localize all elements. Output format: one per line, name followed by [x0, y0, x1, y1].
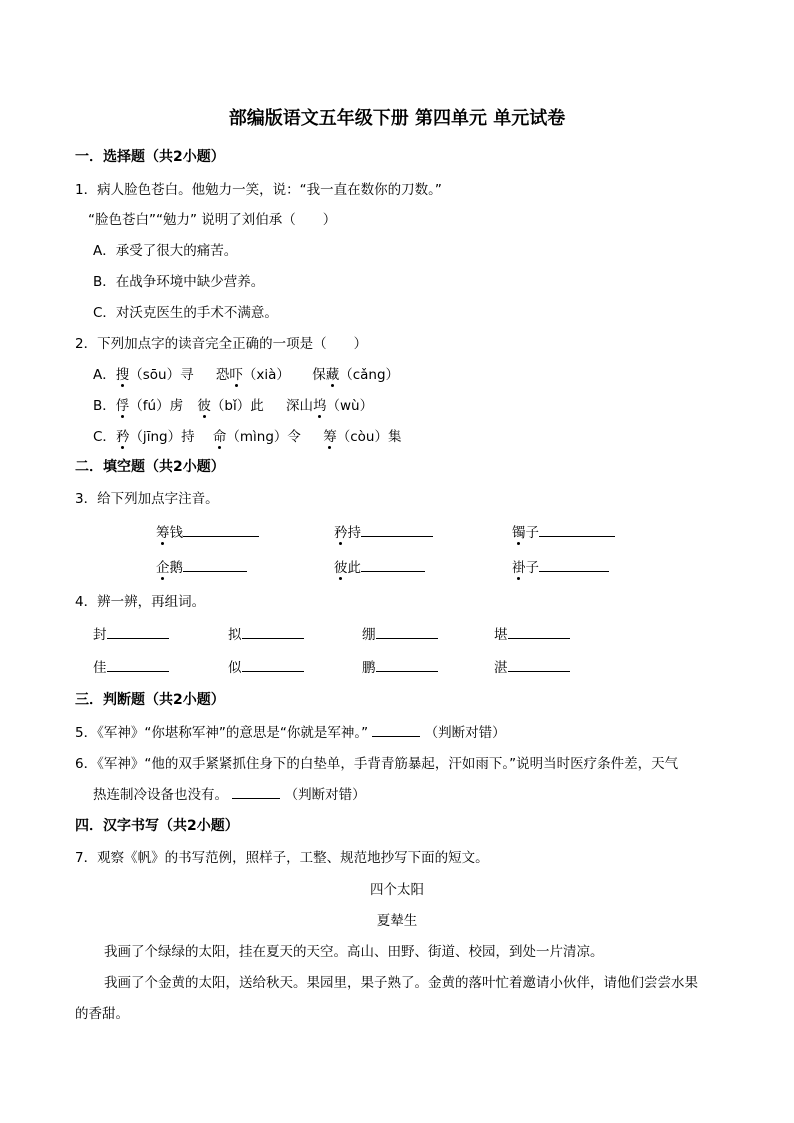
answer-blank[interactable] — [107, 657, 169, 672]
dotted-char: 矜 — [334, 521, 348, 541]
word-char: 持 — [181, 429, 195, 445]
page-title: 部编版语文五年级下册 第四单元 单元试卷 — [228, 108, 566, 129]
answer-blank[interactable] — [183, 522, 259, 537]
question-3 — [75, 487, 219, 507]
dotted-char: 企 — [156, 556, 170, 576]
answer-blank[interactable] — [539, 557, 609, 572]
q3-item — [334, 521, 433, 541]
q3-item — [156, 556, 247, 576]
pinyin: （bǐ） — [210, 398, 251, 414]
question-tail: （判断对错） — [284, 787, 366, 803]
question-text: 《军神》“你堪称军神”的意思是“你就是军神。” — [97, 725, 369, 741]
poem-title: 四个太阳 — [370, 882, 424, 898]
dotted-char: 藏 — [326, 363, 340, 383]
passage-paragraph-2: 我画了个金黄的太阳，送给秋天。果园里，果子熟了。金黄的落叶忙着邀请小伙伴，请他们尝尝水果 — [104, 975, 698, 991]
question-stem: 给下列加点字注音。 — [97, 491, 219, 507]
question-stem: 下列加点字的读音完全正确的一项是（ ） — [97, 336, 368, 352]
dotted-char: 吓 — [229, 363, 243, 383]
q4-item — [494, 656, 570, 676]
section-heading-writing: 四．汉字书写（共2小题） — [75, 818, 239, 834]
q4-item — [93, 623, 169, 643]
word-char: 寻 — [180, 367, 194, 383]
word-char: 集 — [387, 429, 402, 445]
dotted-char: 俘 — [116, 394, 130, 414]
option-b: B．在战争环境中缺少营养。 — [93, 274, 265, 290]
word-char: 鹏 — [362, 660, 376, 676]
option-label: B． — [93, 398, 116, 414]
question-stem: 病人脸色苍白。他勉力一笑，说：“我一直在数你的刀数。” — [97, 182, 442, 198]
section-heading-fill: 二．填空题（共2小题） — [75, 459, 225, 475]
pinyin: （cǎng） — [339, 367, 400, 383]
section-heading-choice: 一．选择题（共2小题） — [75, 149, 225, 165]
pinyin: （fú） — [129, 398, 170, 414]
word-char: 恐 — [215, 367, 230, 383]
word-char: 令 — [287, 429, 301, 445]
question-6 — [75, 752, 678, 772]
question-number: 4． — [75, 594, 98, 610]
q4-item — [228, 656, 304, 676]
q4-item — [494, 623, 570, 643]
answer-blank[interactable] — [372, 722, 420, 737]
question-1 — [75, 178, 442, 198]
dotted-char: 筹 — [323, 425, 337, 445]
question-number: 2． — [75, 336, 98, 352]
answer-blank[interactable] — [508, 624, 570, 639]
word-char: 拟 — [228, 627, 242, 643]
word-char: 似 — [228, 660, 242, 676]
passage-paragraph-1: 我画了个绿绿的太阳，挂在夏天的天空。高山、田野、街道、校园，到处一片清凉。 — [104, 944, 604, 960]
question-text: 热连制冷设备也没有。 — [93, 787, 228, 803]
question-text: 《军神》“他的双手紧紧抓住身下的白垫单，手背青筋暴起，汗如雨下。”说明当时医疗条件差，天气 — [97, 756, 679, 772]
dotted-char: 筹 — [156, 521, 170, 541]
question-2 — [75, 332, 367, 352]
dotted-char: 彼 — [197, 394, 211, 414]
answer-blank[interactable] — [539, 522, 615, 537]
answer-blank[interactable] — [376, 657, 438, 672]
question-4 — [75, 590, 205, 610]
option-c: C．对沃克医生的手术不满意。 — [93, 305, 278, 321]
q3-item — [512, 556, 609, 576]
section-heading-judge: 三．判断题（共2小题） — [75, 692, 225, 708]
question-6-cont — [93, 783, 366, 803]
q4-item — [228, 623, 304, 643]
answer-blank[interactable] — [232, 784, 280, 799]
word-char: 子 — [525, 560, 539, 576]
word-char: 佳 — [93, 660, 107, 676]
question-number: 6． — [75, 756, 98, 772]
pinyin: （mìng） — [226, 429, 288, 445]
word-char: 绷 — [362, 627, 376, 643]
answer-blank[interactable] — [376, 624, 438, 639]
word-char: 虏 — [169, 398, 184, 414]
q2-option-b — [93, 394, 373, 414]
word-char: 此 — [347, 560, 361, 576]
question-number: 1． — [75, 182, 98, 198]
question-7 — [75, 846, 489, 866]
option-a: A．承受了很大的痛苦。 — [93, 243, 238, 259]
question-number: 3． — [75, 491, 98, 507]
word-char: 子 — [525, 525, 539, 541]
q3-item — [512, 521, 615, 541]
question-stem: 辨一辨，再组词。 — [97, 594, 206, 610]
question-tail: （判断对错） — [424, 725, 506, 741]
q2-option-a — [93, 363, 399, 383]
dotted-char: 彼 — [334, 556, 348, 576]
q4-item — [93, 656, 169, 676]
pinyin: （xià） — [242, 367, 290, 383]
word-char: 湛 — [494, 660, 508, 676]
answer-blank[interactable] — [361, 522, 433, 537]
q2-option-c — [93, 425, 401, 445]
word-char: 钱 — [169, 525, 183, 541]
q4-item — [362, 623, 438, 643]
pinyin: （jīng） — [129, 429, 182, 445]
answer-blank[interactable] — [183, 557, 247, 572]
answer-blank[interactable] — [107, 624, 169, 639]
word-char: 鹅 — [169, 560, 183, 576]
answer-blank[interactable] — [508, 657, 570, 672]
q3-item — [334, 556, 425, 576]
word-char: 持 — [347, 525, 361, 541]
question-number: 5． — [75, 725, 98, 741]
passage-paragraph-2-cont: 的香甜。 — [75, 1006, 129, 1022]
word-char: 深山 — [286, 398, 313, 414]
option-label: A． — [93, 367, 116, 383]
answer-blank[interactable] — [242, 624, 304, 639]
answer-blank[interactable] — [361, 557, 425, 572]
answer-blank[interactable] — [242, 657, 304, 672]
word-char: 堪 — [494, 627, 508, 643]
question-number: 7． — [75, 850, 98, 866]
question-1-sub: “脸色苍白”“勉力” 说明了刘伯承（ ） — [88, 212, 337, 228]
question-stem: 观察《帆》的书写范例，照样子，工整、规范地抄写下面的短文。 — [97, 850, 489, 866]
option-label: C． — [93, 429, 116, 445]
word-char: 封 — [93, 627, 107, 643]
pinyin: （wù） — [326, 398, 374, 414]
word-char: 保 — [312, 367, 326, 383]
question-5 — [75, 721, 506, 741]
word-char: 此 — [250, 398, 264, 414]
pinyin: （còu） — [336, 429, 388, 445]
dotted-char: 褂 — [512, 556, 526, 576]
dotted-char: 矜 — [116, 425, 130, 445]
q4-item — [362, 656, 438, 676]
q3-item — [156, 521, 259, 541]
dotted-char: 坞 — [313, 394, 327, 414]
poem-author: 夏辇生 — [376, 913, 418, 929]
dotted-char: 搜 — [116, 363, 130, 383]
pinyin: （sōu） — [129, 367, 181, 383]
dotted-char: 镯 — [512, 521, 526, 541]
dotted-char: 命 — [213, 425, 227, 445]
